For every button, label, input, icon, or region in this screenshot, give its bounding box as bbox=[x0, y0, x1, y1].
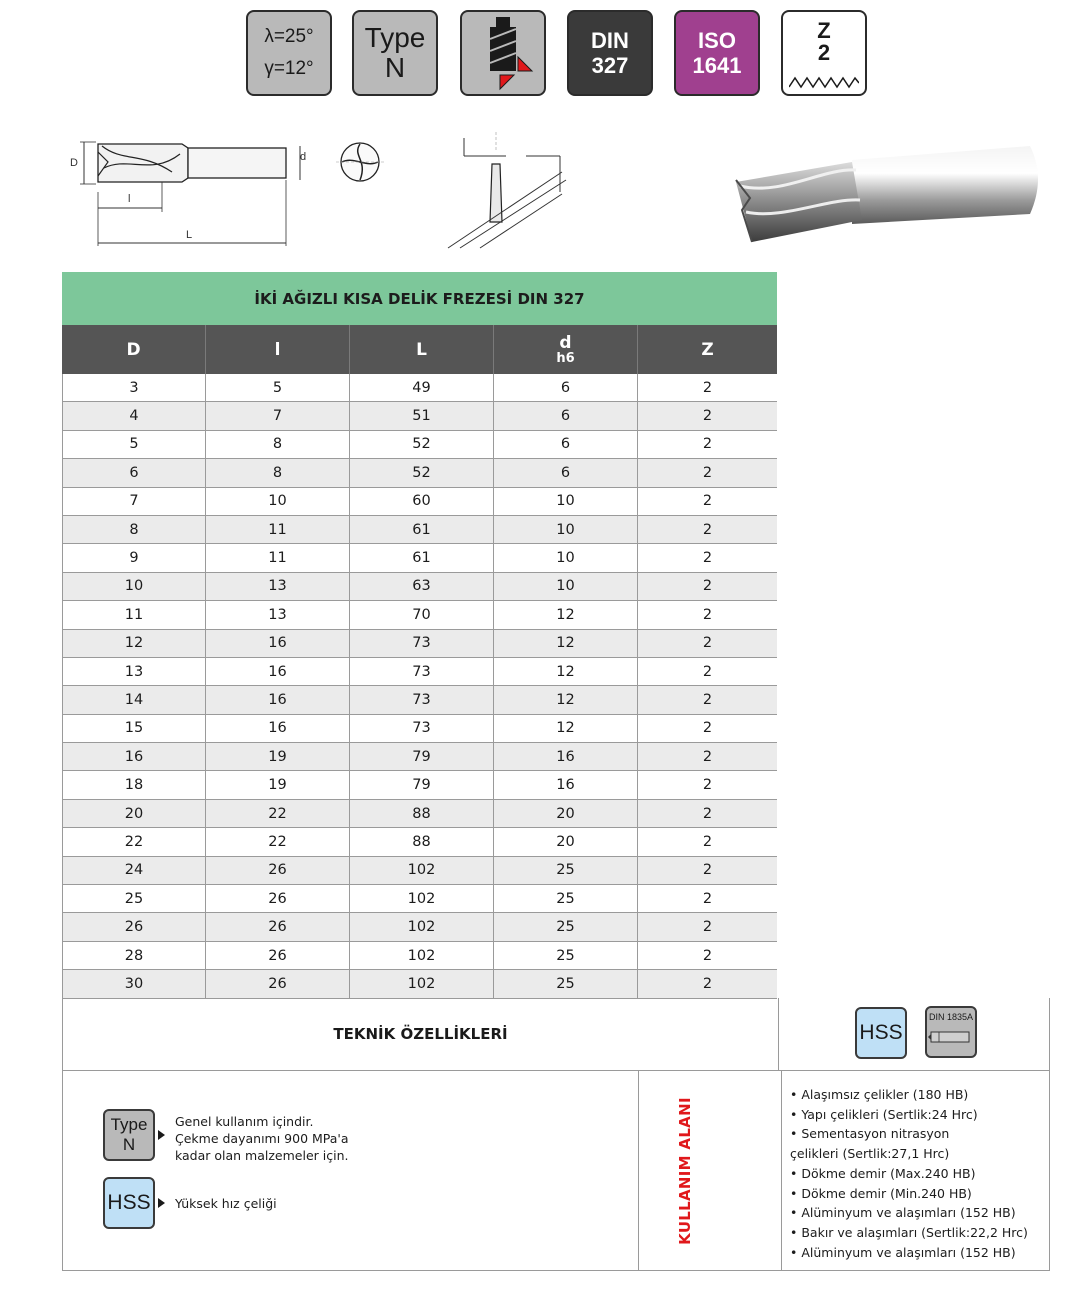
table-cell: 102 bbox=[350, 913, 494, 940]
tech-header bbox=[62, 998, 1050, 1071]
table-cell: 5 bbox=[62, 431, 206, 458]
usage-item: • Dökme demir (Min.240 HB) bbox=[790, 1185, 972, 1201]
col-header-Z-label: Z bbox=[701, 339, 714, 360]
helix-angle-badge bbox=[246, 10, 332, 96]
table-row bbox=[62, 516, 777, 544]
tech-body-divider-2 bbox=[781, 1071, 782, 1270]
table-cell: 18 bbox=[62, 771, 206, 798]
din-label: DIN bbox=[591, 28, 629, 53]
col-header-D-label: D bbox=[126, 339, 141, 360]
table-cell: 26 bbox=[62, 913, 206, 940]
cutting-direction-badge bbox=[460, 10, 546, 96]
table-title: İKİ AĞIZLI KISA DELİK FREZESİ DIN 327 bbox=[62, 272, 777, 325]
dim-label-l: l bbox=[128, 193, 131, 205]
z-label: Z bbox=[817, 18, 831, 43]
table-row bbox=[62, 488, 777, 516]
table-cell: 25 bbox=[494, 857, 638, 884]
table-row bbox=[62, 402, 777, 430]
table-cell: 2 bbox=[702, 379, 713, 396]
table-cell: 102 bbox=[350, 857, 494, 884]
cutting-direction-icon bbox=[468, 15, 538, 91]
table-cell: 26 bbox=[206, 970, 350, 997]
table-cell: 26 bbox=[206, 913, 350, 940]
table-cell: 12 bbox=[494, 601, 638, 628]
table-row bbox=[62, 658, 777, 686]
table-row bbox=[62, 771, 777, 799]
table-cell: 20 bbox=[494, 828, 638, 855]
table-cell: 70 bbox=[350, 601, 494, 628]
table-cell: 6 bbox=[494, 402, 638, 429]
table-cell: 2 bbox=[702, 635, 713, 652]
table-cell: 2 bbox=[702, 805, 713, 822]
table-cell: 16 bbox=[494, 771, 638, 798]
usage-item: çelikleri (Sertlik:27,1 Hrc) bbox=[790, 1146, 950, 1162]
lambda-angle: λ=25° bbox=[264, 26, 314, 47]
flute-count-badge bbox=[781, 10, 867, 96]
type-note bbox=[175, 1113, 349, 1164]
table-cell: 16 bbox=[206, 630, 350, 657]
iso-1641-badge bbox=[674, 10, 760, 96]
table-cell: 3 bbox=[62, 374, 206, 401]
gamma-angle: γ=12° bbox=[264, 58, 314, 79]
table-cell: 2 bbox=[702, 862, 713, 879]
hss-badge: HSS bbox=[855, 1007, 907, 1059]
table-cell: 26 bbox=[206, 942, 350, 969]
type-note-line-3: kadar olan malzemeler için. bbox=[175, 1148, 349, 1163]
table-row bbox=[62, 459, 777, 487]
table-cell: 2 bbox=[702, 578, 713, 595]
table-cell: 2 bbox=[702, 833, 713, 850]
table-cell: 13 bbox=[206, 573, 350, 600]
iso-number: 1641 bbox=[692, 53, 742, 78]
table-cell: 19 bbox=[206, 771, 350, 798]
usage-item: • Alüminyum ve alaşımları (152 HB) bbox=[790, 1244, 1016, 1260]
usage-item: • Alaşımsız çelikler (180 HB) bbox=[790, 1087, 969, 1102]
type-value: N bbox=[384, 52, 406, 83]
table-cell: 14 bbox=[62, 686, 206, 713]
table-cell: 22 bbox=[206, 800, 350, 827]
table-cell: 26 bbox=[206, 857, 350, 884]
type-n-badge bbox=[352, 10, 438, 96]
table-cell: 26 bbox=[206, 885, 350, 912]
table-row bbox=[62, 544, 777, 572]
dim-label-d: d bbox=[300, 151, 307, 163]
table-cell: 2 bbox=[702, 663, 713, 680]
end-mill-photo bbox=[732, 140, 1047, 250]
table-cell: 2 bbox=[702, 493, 713, 510]
table-cell: 79 bbox=[350, 771, 494, 798]
table-cell: 10 bbox=[62, 573, 206, 600]
table-cell: 2 bbox=[702, 606, 713, 623]
table-row bbox=[62, 828, 777, 856]
type-legend-value: N bbox=[122, 1135, 136, 1154]
table-cell: 22 bbox=[62, 828, 206, 855]
dim-label-D: D bbox=[70, 157, 78, 169]
table-cell: 2 bbox=[702, 890, 713, 907]
table-cell: 25 bbox=[494, 885, 638, 912]
col-header-l-label: l bbox=[274, 339, 281, 360]
usage-area-label bbox=[675, 1091, 695, 1251]
table-cell: 2 bbox=[702, 408, 713, 425]
table-row bbox=[62, 942, 777, 970]
usage-item: • Bakır ve alaşımları (Sertlik:22,2 Hrc) bbox=[790, 1224, 1028, 1240]
table-cell: 73 bbox=[350, 686, 494, 713]
table-cell: 10 bbox=[494, 573, 638, 600]
table-cell: 13 bbox=[206, 601, 350, 628]
table-cell: 51 bbox=[350, 402, 494, 429]
table-cell: 6 bbox=[494, 459, 638, 486]
table-cell: 9 bbox=[62, 544, 206, 571]
dim-label-L: L bbox=[186, 229, 193, 241]
type-n-legend-badge bbox=[103, 1109, 155, 1161]
col-header-L-label: L bbox=[416, 339, 427, 360]
tech-body bbox=[62, 1071, 1050, 1271]
table-cell: 8 bbox=[62, 516, 206, 543]
table-body bbox=[62, 374, 777, 999]
din-shank-label: DIN 1835A bbox=[928, 1012, 974, 1022]
table-cell: 79 bbox=[350, 743, 494, 770]
table-cell: 20 bbox=[62, 800, 206, 827]
serration-icon bbox=[789, 75, 859, 89]
table-row bbox=[62, 686, 777, 714]
tech-body-divider-1 bbox=[638, 1071, 639, 1270]
table-cell: 12 bbox=[494, 686, 638, 713]
table-cell: 2 bbox=[702, 777, 713, 794]
col-header-d-label: d bbox=[559, 332, 572, 353]
shank-icon bbox=[927, 1022, 975, 1052]
table-cell: 60 bbox=[350, 488, 494, 515]
usage-item: • Yapı çelikleri (Sertlik:24 Hrc) bbox=[790, 1106, 978, 1122]
table-row bbox=[62, 743, 777, 771]
table-cell: 2 bbox=[702, 521, 713, 538]
table-cell: 6 bbox=[494, 431, 638, 458]
table-cell: 88 bbox=[350, 800, 494, 827]
table-row bbox=[62, 715, 777, 743]
table-cell: 2 bbox=[702, 464, 713, 481]
table-cell: 73 bbox=[350, 658, 494, 685]
tech-divider bbox=[778, 998, 779, 1070]
table-row bbox=[62, 970, 777, 998]
table-cell: 12 bbox=[494, 630, 638, 657]
table-cell: 2 bbox=[702, 748, 713, 765]
table-cell: 2 bbox=[702, 550, 713, 567]
table-cell: 15 bbox=[62, 715, 206, 742]
table-cell: 61 bbox=[350, 516, 494, 543]
table-cell: 5 bbox=[206, 374, 350, 401]
table-row bbox=[62, 800, 777, 828]
table-row bbox=[62, 885, 777, 913]
table-cell: 7 bbox=[206, 402, 350, 429]
hss-legend-badge: HSS bbox=[103, 1177, 155, 1229]
table-cell: 102 bbox=[350, 885, 494, 912]
table-cell: 2 bbox=[702, 691, 713, 708]
table-cell: 12 bbox=[494, 658, 638, 685]
table-cell: 10 bbox=[206, 488, 350, 515]
col-header-L bbox=[350, 325, 494, 374]
table-cell: 25 bbox=[494, 942, 638, 969]
plunge-drawing bbox=[440, 132, 570, 250]
hss-arrow-icon bbox=[158, 1198, 165, 1208]
table-cell: 88 bbox=[350, 828, 494, 855]
table-cell: 8 bbox=[206, 459, 350, 486]
table-row bbox=[62, 573, 777, 601]
type-note-line-1: Genel kullanım içindir. bbox=[175, 1114, 314, 1129]
table-cell: 11 bbox=[206, 516, 350, 543]
table-cell: 2 bbox=[702, 919, 713, 936]
col-header-d-tolerance: h6 bbox=[556, 350, 575, 366]
table-cell: 16 bbox=[62, 743, 206, 770]
table-cell: 22 bbox=[206, 828, 350, 855]
table-row bbox=[62, 630, 777, 658]
table-cell: 49 bbox=[350, 374, 494, 401]
type-note-line-2: Çekme dayanımı 900 MPa'a bbox=[175, 1131, 349, 1146]
table-row bbox=[62, 913, 777, 941]
table-cell: 24 bbox=[62, 857, 206, 884]
table-cell: 73 bbox=[350, 715, 494, 742]
col-header-D bbox=[62, 325, 206, 374]
table-cell: 6 bbox=[494, 374, 638, 401]
table-cell: 61 bbox=[350, 544, 494, 571]
table-cell: 16 bbox=[206, 686, 350, 713]
table-cell: 73 bbox=[350, 630, 494, 657]
table-cell: 52 bbox=[350, 431, 494, 458]
table-cell: 19 bbox=[206, 743, 350, 770]
usage-area-text: KULLANIM ALANI bbox=[676, 1097, 694, 1245]
table-cell: 10 bbox=[494, 516, 638, 543]
table-cell: 11 bbox=[206, 544, 350, 571]
table-cell: 30 bbox=[62, 970, 206, 997]
table-cell: 25 bbox=[494, 913, 638, 940]
table-cell: 10 bbox=[494, 488, 638, 515]
col-header-Z bbox=[638, 325, 777, 374]
table-cell: 11 bbox=[62, 601, 206, 628]
table-cell: 25 bbox=[494, 970, 638, 997]
table-cell: 63 bbox=[350, 573, 494, 600]
table-cell: 16 bbox=[494, 743, 638, 770]
tech-title: TEKNİK ÖZELLİKLERİ bbox=[333, 1025, 508, 1043]
table-cell: 7 bbox=[62, 488, 206, 515]
table-cell: 2 bbox=[702, 947, 713, 964]
table-cell: 2 bbox=[702, 975, 713, 992]
table-row bbox=[62, 431, 777, 459]
table-cell: 12 bbox=[494, 715, 638, 742]
table-row bbox=[62, 601, 777, 629]
table-cell: 2 bbox=[702, 436, 713, 453]
table-cell: 16 bbox=[206, 658, 350, 685]
table-row bbox=[62, 857, 777, 885]
table-cell: 8 bbox=[206, 431, 350, 458]
col-header-d bbox=[494, 325, 638, 374]
din-shank-badge bbox=[925, 1006, 977, 1058]
table-cell: 28 bbox=[62, 942, 206, 969]
table-cell: 16 bbox=[206, 715, 350, 742]
col-header-l bbox=[206, 325, 350, 374]
table-row bbox=[62, 374, 777, 402]
table-cell: 2 bbox=[702, 720, 713, 737]
table-header-row bbox=[62, 325, 777, 374]
type-arrow-icon bbox=[158, 1130, 165, 1140]
table-cell: 4 bbox=[62, 402, 206, 429]
hss-note: Yüksek hız çeliği bbox=[175, 1196, 277, 1211]
din-number: 327 bbox=[591, 53, 629, 78]
usage-item: • Sementasyon nitrasyon bbox=[790, 1126, 950, 1142]
table-cell: 25 bbox=[62, 885, 206, 912]
table-cell: 52 bbox=[350, 459, 494, 486]
table-cell: 12 bbox=[62, 630, 206, 657]
usage-item: • Dökme demir (Max.240 HB) bbox=[790, 1165, 976, 1181]
usage-item: • Alüminyum ve alaşımları (152 HB) bbox=[790, 1205, 1016, 1221]
table-cell: 13 bbox=[62, 658, 206, 685]
table-cell: 6 bbox=[62, 459, 206, 486]
dimension-drawing bbox=[62, 132, 392, 250]
usage-list bbox=[790, 1085, 1045, 1262]
z-value: 2 bbox=[817, 40, 831, 65]
type-label: Type bbox=[364, 22, 426, 53]
table-cell: 102 bbox=[350, 942, 494, 969]
din-327-badge bbox=[567, 10, 653, 96]
type-legend-label: Type bbox=[110, 1115, 148, 1134]
table-cell: 20 bbox=[494, 800, 638, 827]
table-cell: 102 bbox=[350, 970, 494, 997]
iso-label: ISO bbox=[698, 28, 736, 53]
table-cell: 10 bbox=[494, 544, 638, 571]
